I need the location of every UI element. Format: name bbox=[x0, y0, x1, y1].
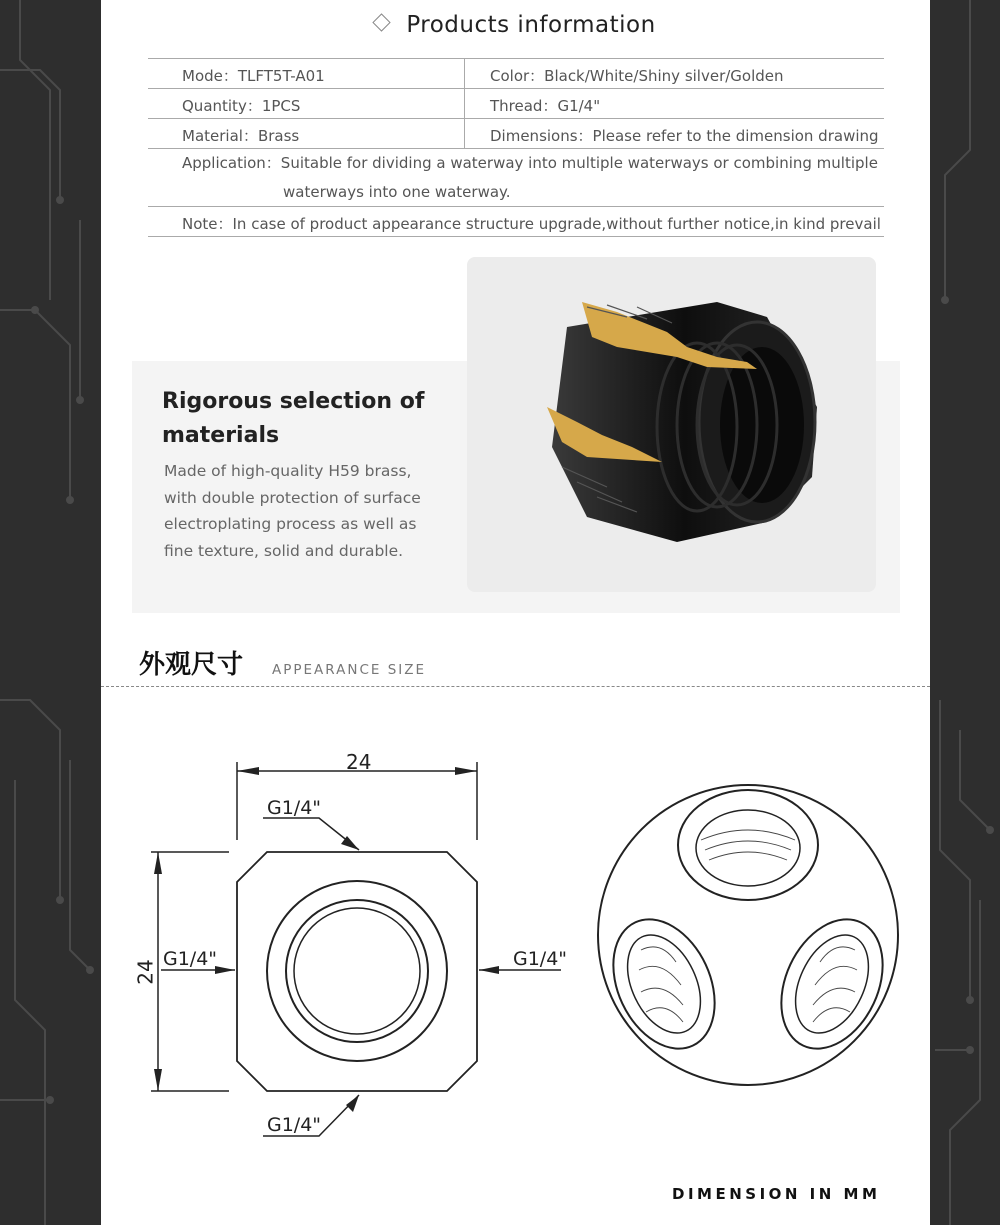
thread-label-top: G1/4" bbox=[267, 797, 322, 819]
thread-label-left: G1/4" bbox=[163, 948, 218, 970]
diamond-icon bbox=[373, 13, 391, 31]
thread-label-right: G1/4" bbox=[513, 948, 568, 970]
products-info-table bbox=[148, 58, 884, 237]
color-cell: Color：Black/White/Shiny silver/Golden bbox=[490, 67, 784, 85]
width-label: 24 bbox=[346, 750, 372, 774]
left-circuit-panel bbox=[0, 0, 101, 1225]
mode-cell: Mode：TLFT5T-A01 bbox=[182, 67, 325, 85]
circuit-pattern-icon bbox=[930, 0, 1000, 1225]
product-page bbox=[101, 0, 930, 1225]
table-row bbox=[148, 58, 884, 88]
appearance-title-cn: 外观尺寸 bbox=[139, 650, 244, 680]
material-cell: Material：Brass bbox=[182, 127, 300, 145]
circuit-pattern-icon bbox=[0, 0, 101, 1225]
materials-description: Made of high-quality H59 brass, with double protection of surface electroplating process as well as fine texture, solid and durable. bbox=[164, 462, 421, 560]
table-row bbox=[148, 118, 884, 148]
dimension-unit-note: DIMENSION IN MM bbox=[672, 1185, 881, 1203]
appearance-title-en: APPEARANCE SIZE bbox=[272, 662, 427, 678]
quantity-cell: Quantity：1PCS bbox=[182, 97, 301, 115]
table-row bbox=[148, 88, 884, 118]
products-info-title: Products information bbox=[101, 12, 930, 38]
fitting-cutaway-image bbox=[467, 257, 876, 592]
application-cell: Application：Suitable for dividing a waterway into multiple waterways or combining multiple waterways into one waterway. bbox=[182, 154, 878, 201]
height-label: 24 bbox=[133, 959, 158, 985]
table-row bbox=[148, 148, 884, 206]
note-cell: Note：In case of product appearance structure upgrade,without further notice,in kind prevail bbox=[182, 215, 881, 233]
thread-cell: Thread：G1/4" bbox=[490, 97, 601, 115]
dimensions-cell: Dimensions：Please refer to the dimension drawing bbox=[490, 127, 879, 145]
thread-label-bottom: G1/4" bbox=[267, 1114, 322, 1136]
materials-heading: Rigorous selection of materials bbox=[162, 389, 425, 448]
dashed-divider bbox=[101, 686, 930, 687]
brass-fitting-icon bbox=[467, 257, 876, 592]
right-circuit-panel bbox=[930, 0, 1000, 1225]
table-row bbox=[148, 206, 884, 237]
dimension-drawing bbox=[101, 700, 930, 1180]
